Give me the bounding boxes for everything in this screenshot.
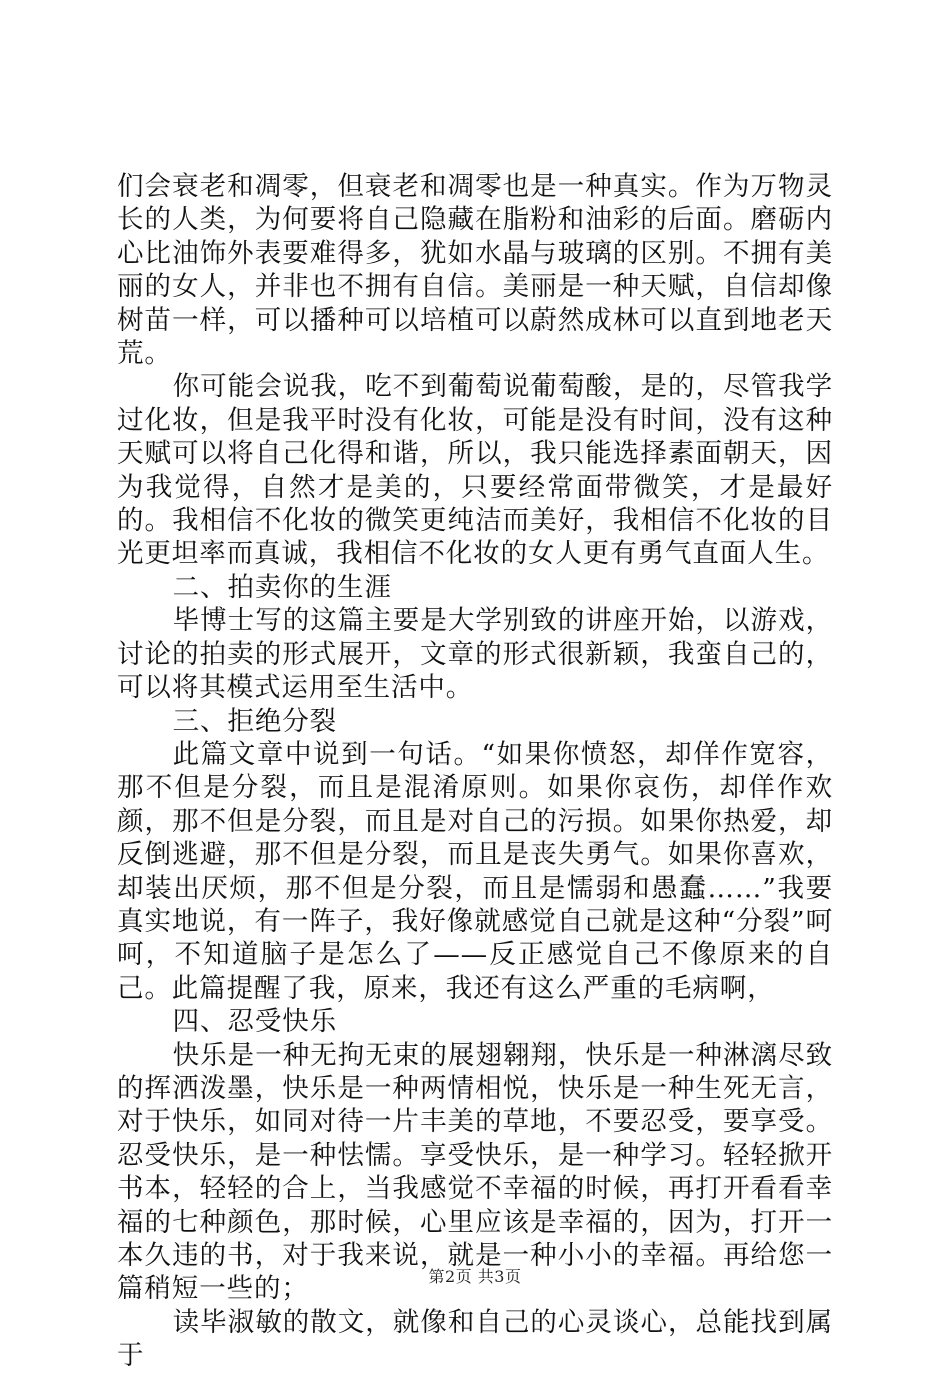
section-heading-split: 三、拒绝分裂 [172, 705, 338, 737]
section-heading-auction: 二、拍卖你的生涯 [172, 571, 392, 603]
paragraph-final: 读毕淑敏的散文，就像和自己的心灵谈心，总能找到属于 [117, 1306, 833, 1372]
paragraph-continuation: 们会衰老和凋零，但衰老和凋零也是一种真实。作为万物灵长的人类，为何要将自己隐藏在脂粉和油彩的后面。磨砺内心比油饰外表要难得多，犹如水晶与玻璃的区别。不拥有美丽的女人，并非也不拥有自信。美丽是一种天赋，自信却像树苗一样，可以播种可以培植可以蔚然成林可以直到地老天荒。 [117, 171, 833, 370]
document-body [117, 170, 833, 1373]
paragraph-happiness: 快乐是一种无拘无束的展翅翱翔，快乐是一种淋漓尽致的挥洒泼墨，快乐是一种两情相悦，快乐是一种生死无言，对于快乐，如同对待一片丰美的草地，不要忍受，要享受。忍受快乐，是一种怯懦。享受快乐，是一种学习。轻轻掀开书本，轻轻的合上，当我感觉不幸福的时候，再打开看看幸福的七种颜色，那时候，心里应该是幸福的，因为，打开一本久违的书，对于我来说，就是一种小小的幸福。再给您一篇稍短一些的； [117, 1039, 833, 1305]
paragraph-auction: 毕博士写的这篇主要是大学别致的讲座开始，以游戏，讨论的拍卖的形式展开，文章的形式很新颖，我蛮自己的，可以将其模式运用至生活中。 [117, 605, 833, 704]
paragraph-makeup: 你可能会说我，吃不到葡萄说葡萄酸，是的，尽管我学过化妆，但是我平时没有化妆，可能是没有时间，没有这种天赋可以将自己化得和谐，所以，我只能选择素面朝天，因为我觉得，自然才是美的，只要经常面带微笑，才是最好的。我相信不化妆的微笑更纯洁而美好，我相信不化妆的目光更坦率而真诚，我相信不化妆的女人更有勇气直面人生。 [117, 371, 833, 570]
paragraph-split: 此篇文章中说到一句话。“如果你愤怒，却佯作宽容，那不但是分裂，而且是混淆原则。如果你哀伤，却佯作欢颜，那不但是分裂，而且是对自己的污损。如果你热爱，却反倒逃避，那不但是分裂，而且是丧失勇气。如果你喜欢，却装出厌烦，那不但是分裂，而且是懦弱和愚蠢……”我要真实地说，有一阵子，我好像就感觉自己就是这种“分裂”呵呵，不知道脑子是怎么了——反正感觉自己不像原来的自己。此篇提醒了我，原来，我还有这么严重的毛病啊， [117, 738, 833, 1004]
section-heading-happiness: 四、忍受快乐 [172, 1006, 338, 1038]
page-number-footer: 第2页 共3页 [428, 1267, 522, 1286]
